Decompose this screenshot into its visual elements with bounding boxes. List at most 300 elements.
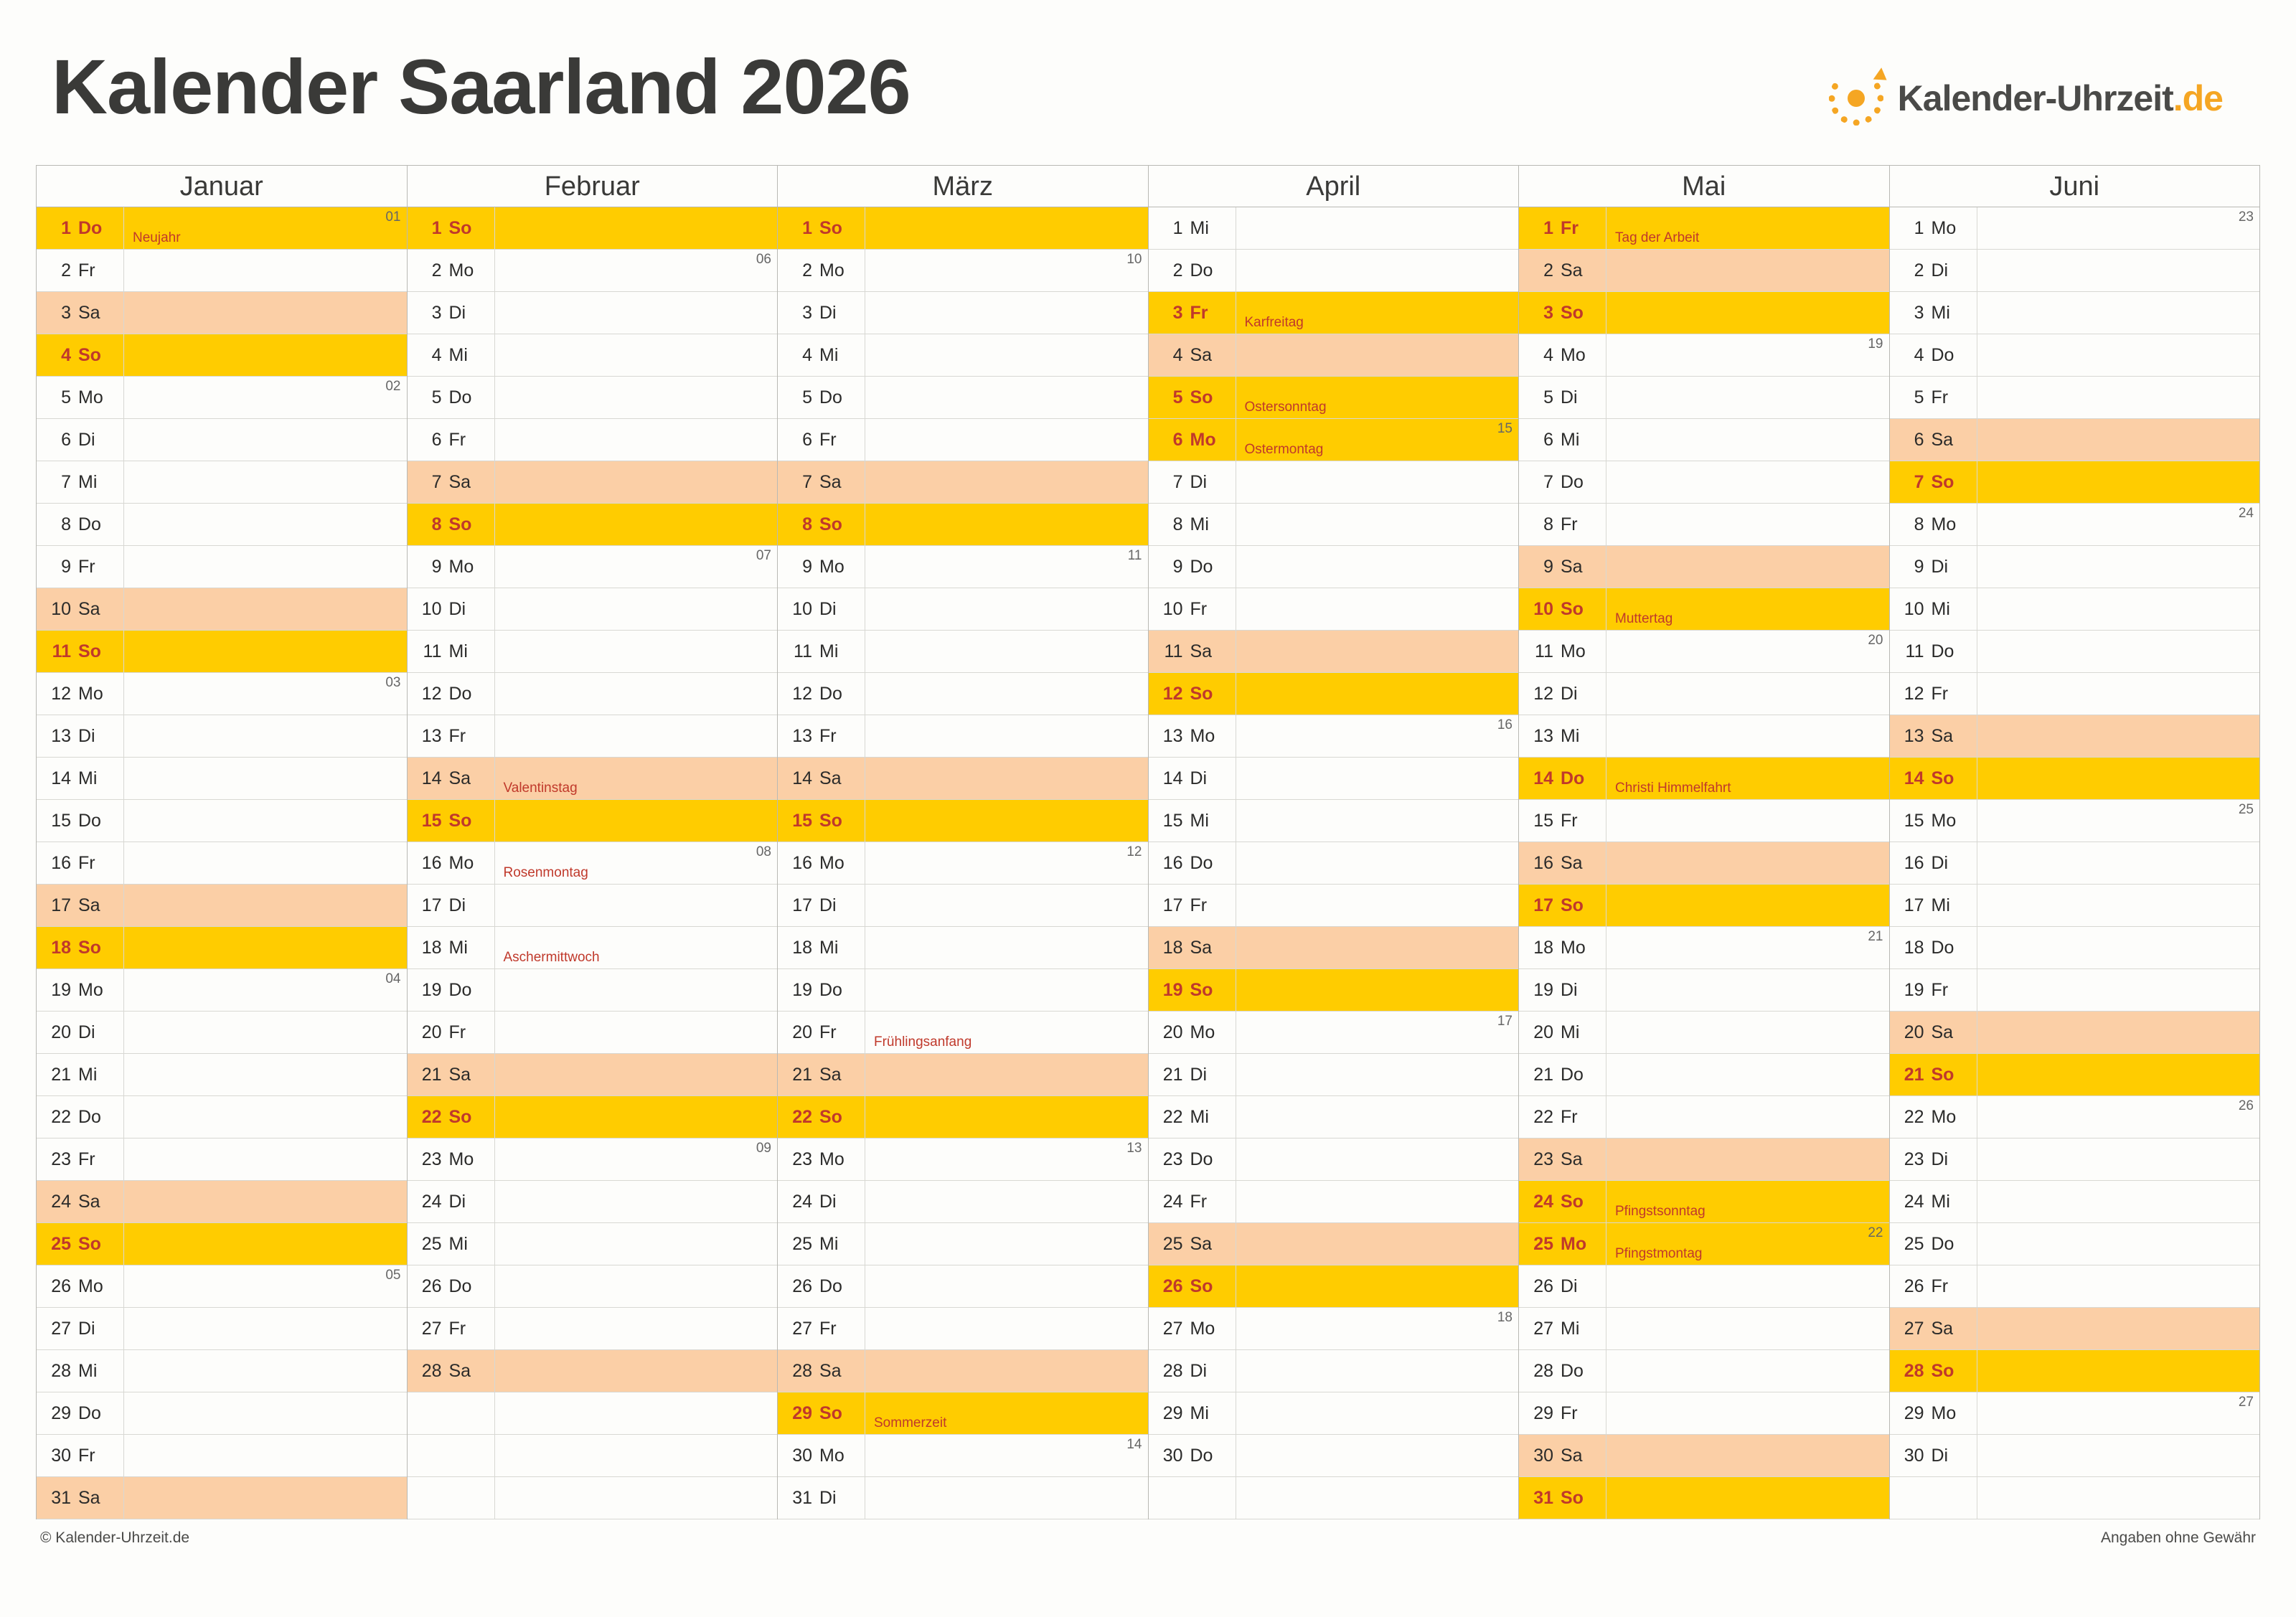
week-number: 25 [2238,802,2254,817]
day-note-cell [865,1392,1148,1434]
day-number: 5 [431,387,442,407]
weekday-name: Mi [448,1233,468,1254]
day-note-cell [1977,1265,2260,1307]
weekday-name: Mo [1931,1106,1957,1127]
day-label-cell [1149,1138,1236,1180]
day-row [778,461,1148,504]
day-note-cell [1606,588,1889,630]
weekday-name: Mi [1931,895,1950,915]
day-note-cell [1606,885,1889,926]
day-row [1519,1223,1889,1265]
day-note-cell [865,969,1148,1011]
weekday-name: Do [1931,641,1954,661]
day-number: 16 [421,852,442,873]
weekday-name: Do [819,683,842,704]
day-number: 4 [1543,344,1553,365]
day-row [408,673,778,715]
day-label-cell [1149,673,1236,715]
day-row [37,1265,407,1308]
day-number: 26 [1162,1276,1183,1296]
day-number: 24 [1533,1191,1553,1212]
day-row [1149,885,1519,927]
day-number: 15 [421,810,442,831]
day-label-cell [1149,885,1236,926]
day-number: 15 [1162,810,1183,831]
day-row [1149,673,1519,715]
day-row [37,377,407,419]
weekday-name: Mo [1190,429,1216,450]
day-note-cell [1977,1477,2260,1519]
weekday-name: So [448,217,472,238]
day-label-cell [408,334,495,376]
weekday-name: Sa [78,598,100,619]
day-row [1519,631,1889,673]
day-note-cell [1236,461,1519,503]
holiday-note: Christi Himmelfahrt [1615,781,1731,796]
week-number: 26 [2238,1098,2254,1113]
day-number: 28 [51,1360,71,1381]
day-number: 6 [1914,429,1924,450]
weekday-name: Di [819,598,837,619]
weekday-name: So [1931,1064,1954,1085]
weekday-name: Fr [1931,683,1949,704]
day-row [778,631,1148,673]
weekday-name: So [1561,1191,1584,1212]
day-row [778,334,1148,377]
weekday-name: Fr [819,725,837,746]
day-row [37,292,407,334]
day-number: 8 [802,514,812,534]
day-label-cell [37,842,124,884]
day-number: 7 [431,471,442,492]
day-label-cell [37,207,124,249]
weekday-name: So [78,641,101,661]
weekday-name: Sa [1561,852,1583,873]
day-note-cell [1977,842,2260,884]
weekday-name: So [1190,387,1213,407]
weekday-name: Mo [1931,514,1957,534]
day-number: 5 [1172,387,1183,407]
day-label-cell [37,546,124,588]
week-number: 23 [2238,209,2254,225]
day-number: 17 [51,895,71,915]
day-label-cell [778,250,865,291]
day-note-cell [1606,250,1889,291]
day-number: 16 [51,852,71,873]
week-number: 12 [1126,844,1142,859]
day-row [1149,334,1519,377]
day-label-cell [1149,1308,1236,1349]
day-number: 11 [1535,641,1553,661]
day-note-cell [124,1054,407,1095]
day-row [1149,1096,1519,1138]
day-label-cell [37,927,124,968]
weekday-name: Sa [78,1191,100,1212]
day-note-cell [495,334,778,376]
day-row [778,250,1148,292]
day-label-cell [37,334,124,376]
day-note-cell [1977,800,2260,842]
day-row [1890,419,2260,461]
day-label-cell [37,885,124,926]
day-row [37,1477,407,1519]
day-number: 6 [1543,429,1553,450]
day-note-cell [1977,1392,2260,1434]
week-number: 11 [1127,548,1142,563]
month-title: Juni [1890,166,2260,207]
day-note-cell [865,1350,1148,1392]
day-note-cell [124,1012,407,1053]
day-label-cell [778,1308,865,1349]
weekday-name: Di [448,598,466,619]
day-note-cell [1977,588,2260,630]
day-number: 1 [1172,217,1183,238]
day-number: 19 [1904,979,1924,1000]
day-row [1149,1308,1519,1350]
day-note-cell [865,1223,1148,1265]
day-row [408,504,778,546]
day-note-cell [495,546,778,588]
weekday-name: Do [1561,471,1584,492]
day-label-cell [408,715,495,757]
month-title: Januar [37,166,407,207]
day-note-cell [1977,546,2260,588]
day-label-cell [37,758,124,799]
day-note-cell [1977,1435,2260,1476]
weekday-name: Di [448,895,466,915]
weekday-name: Sa [1931,429,1954,450]
day-number: 26 [1904,1276,1924,1296]
day-note-cell [1236,207,1519,249]
weekday-name: Mo [819,852,844,873]
day-label-cell [1519,250,1606,291]
day-number: 27 [1162,1318,1183,1339]
day-row [1519,1181,1889,1223]
day-number: 15 [1904,810,1924,831]
weekday-name: Fr [1561,810,1578,831]
day-row [37,1392,407,1435]
day-label-cell [37,1350,124,1392]
day-note-cell [124,1477,407,1519]
weekday-name: Fr [448,429,466,450]
day-row [1890,631,2260,673]
day-number: 13 [792,725,812,746]
day-number: 12 [51,683,71,704]
day-note-cell [1977,969,2260,1011]
day-label-cell [408,969,495,1011]
day-note-cell [1606,207,1889,249]
day-label-cell [37,1223,124,1265]
day-note-cell [124,1265,407,1307]
day-note-cell [124,800,407,842]
day-label-cell [778,1435,865,1476]
day-number: 15 [1533,810,1553,831]
week-number: 15 [1497,421,1512,436]
weekday-name: So [1561,598,1584,619]
day-note-cell [1977,758,2260,799]
weekday-name: Do [1931,1233,1954,1254]
day-number: 2 [1914,260,1924,280]
day-note-cell [1236,631,1519,672]
day-number: 30 [1904,1445,1924,1466]
day-note-cell [495,1477,778,1519]
day-note-cell [1977,377,2260,418]
day-number: 14 [51,768,71,788]
day-number: 12 [1533,683,1553,704]
weekday-name: Di [1931,852,1949,873]
day-number: 5 [1914,387,1924,407]
day-note-cell [1606,1096,1889,1138]
weekday-name: Sa [819,471,842,492]
day-number: 1 [61,217,71,238]
week-number: 17 [1497,1014,1512,1029]
day-row [1890,1265,2260,1308]
weekday-name: Mi [819,937,839,958]
day-note-cell [1977,1138,2260,1180]
day-row [408,1265,778,1308]
day-row [408,1138,778,1181]
day-number: 4 [802,344,812,365]
weekday-name: Mi [819,641,839,661]
day-row [1519,969,1889,1012]
day-label-cell [37,1477,124,1519]
day-number: 5 [1543,387,1553,407]
day-row [1519,1096,1889,1138]
day-row [37,969,407,1012]
day-row [778,1477,1148,1519]
day-note-cell [1236,419,1519,461]
weekday-name: Di [819,302,837,323]
day-label-cell [1890,1265,1977,1307]
weekday-name: Mo [819,260,844,280]
day-row-empty [1890,1477,2260,1519]
day-label-cell [1149,1012,1236,1053]
day-number: 7 [1914,471,1924,492]
weekday-name: So [819,1106,842,1127]
day-note-cell [865,334,1148,376]
day-note-cell [1606,377,1889,418]
day-note-cell [1236,927,1519,968]
day-number: 28 [1533,1360,1553,1381]
day-label-cell [1890,1308,1977,1349]
day-row [778,1392,1148,1435]
month-title: Februar [408,166,778,207]
day-row [1890,927,2260,969]
day-row [1890,969,2260,1012]
weekday-name: Fr [78,1445,95,1466]
day-row [1890,207,2260,250]
day-note-cell [1977,461,2260,503]
day-number: 7 [1172,471,1183,492]
day-label-cell [1890,546,1977,588]
weekday-name: Di [448,1191,466,1212]
weekday-name: Fr [1190,302,1208,323]
weekday-name: Mo [1190,1022,1215,1042]
day-note-cell [495,1012,778,1053]
logo-text [1898,77,2223,119]
day-label-cell [1890,334,1977,376]
day-note-cell [495,842,778,884]
day-label-cell [778,631,865,672]
day-note-cell [1236,1181,1519,1222]
day-number: 21 [421,1064,442,1085]
day-label-cell [1519,546,1606,588]
day-number: 28 [1162,1360,1183,1381]
day-row [1149,758,1519,800]
day-note-cell [865,1181,1148,1222]
day-row [1519,1392,1889,1435]
page-footer [36,1519,2260,1547]
day-number: 10 [1533,598,1553,619]
day-row [1519,1138,1889,1181]
weekday-name: Fr [1931,979,1949,1000]
day-number: 21 [51,1064,71,1085]
day-row [37,461,407,504]
weekday-name: Mi [1190,217,1209,238]
day-label-cell [1890,588,1977,630]
day-number: 9 [1543,556,1553,577]
site-logo[interactable] [1826,68,2223,128]
weekday-name: Fr [448,1318,466,1339]
day-note-cell [865,758,1148,799]
day-label-cell [408,250,495,291]
day-number: 25 [792,1233,812,1254]
day-note-cell [1236,1138,1519,1180]
day-number: 18 [1904,937,1924,958]
day-note-cell [124,334,407,376]
day-note-cell [124,927,407,968]
day-note-cell [495,292,778,334]
day-label-cell [778,504,865,545]
day-label-cell [1149,1392,1236,1434]
day-note-cell [1977,885,2260,926]
holiday-note: Muttertag [1615,611,1673,626]
day-number: 2 [802,260,812,280]
day-row [778,1265,1148,1308]
weekday-name: Sa [1190,641,1213,661]
day-label-cell [1890,673,1977,715]
day-label-cell [1149,1181,1236,1222]
day-row [1149,1435,1519,1477]
day-number: 22 [1162,1106,1183,1127]
day-label-cell [1890,207,1977,249]
day-number: 26 [1533,1276,1553,1296]
day-label-cell [1519,1435,1606,1476]
day-row [1519,1308,1889,1350]
day-note-cell [1236,377,1519,418]
day-number: 8 [1543,514,1553,534]
day-row [778,1308,1148,1350]
day-number: 22 [1904,1106,1924,1127]
day-note-cell [495,207,778,249]
weekday-name: Fr [1190,1191,1208,1212]
weekday-name: So [1931,768,1954,788]
day-number: 31 [51,1487,71,1508]
day-note-cell [495,1181,778,1222]
day-row [1890,1012,2260,1054]
day-note-cell [495,377,778,418]
day-row [1890,1138,2260,1181]
day-note-cell [865,419,1148,461]
weekday-name: Fr [78,260,95,280]
day-row [1890,1223,2260,1265]
day-label-cell [408,546,495,588]
day-number: 1 [431,217,442,238]
weekday-name: Mo [448,260,474,280]
day-label-cell [408,1012,495,1053]
page-title: Kalender Saarland 2026 [52,43,911,130]
day-label-cell [408,419,495,461]
weekday-name: So [1190,683,1213,704]
day-row [37,1096,407,1138]
weekday-name: Do [448,1276,472,1296]
day-label-cell [1519,1096,1606,1138]
day-note-cell [495,1054,778,1095]
day-number: 6 [802,429,812,450]
day-number: 11 [794,641,812,661]
day-note-cell [1977,1096,2260,1138]
weekday-name: Sa [819,768,842,788]
day-row [408,1181,778,1223]
day-note-cell [495,800,778,842]
day-label-cell [778,1477,865,1519]
week-number: 08 [756,844,771,859]
weekday-name: So [819,514,842,534]
day-label-cell [1149,1477,1236,1519]
day-label-cell [408,842,495,884]
day-row [778,800,1148,842]
week-number: 21 [1868,929,1883,944]
day-note-cell [1977,1350,2260,1392]
day-label-cell [1890,1392,1977,1434]
day-number: 10 [421,598,442,619]
day-label-cell [408,758,495,799]
week-number: 22 [1868,1225,1883,1240]
day-row [1149,800,1519,842]
day-label-cell [408,800,495,842]
weekday-name: Fr [1931,387,1949,407]
day-row [1890,588,2260,631]
day-note-cell [1606,927,1889,968]
day-label-cell [1149,546,1236,588]
weekday-name: Di [1190,768,1208,788]
day-note-cell [865,1012,1148,1053]
day-note-cell [1236,292,1519,334]
day-row [1890,461,2260,504]
day-label-cell [1519,631,1606,672]
day-note-cell [124,1392,407,1434]
day-note-cell [495,927,778,968]
day-label-cell [778,377,865,418]
weekday-name: Do [1931,344,1954,365]
weekday-name: Sa [819,1360,842,1381]
day-row [1519,250,1889,292]
day-note-cell [495,715,778,757]
day-note-cell [495,1392,778,1434]
day-number: 2 [1543,260,1553,280]
day-label-cell [408,885,495,926]
day-number: 10 [792,598,812,619]
day-label-cell [1890,1477,1977,1519]
day-row [37,842,407,885]
weekday-name: Mo [1931,810,1957,831]
weekday-name: Do [1931,937,1954,958]
day-row [37,1435,407,1477]
copyright-text: © Kalender-Uhrzeit.de [40,1529,190,1546]
weekday-name: Sa [1561,556,1583,577]
day-label-cell [1890,885,1977,926]
day-row [1890,334,2260,377]
